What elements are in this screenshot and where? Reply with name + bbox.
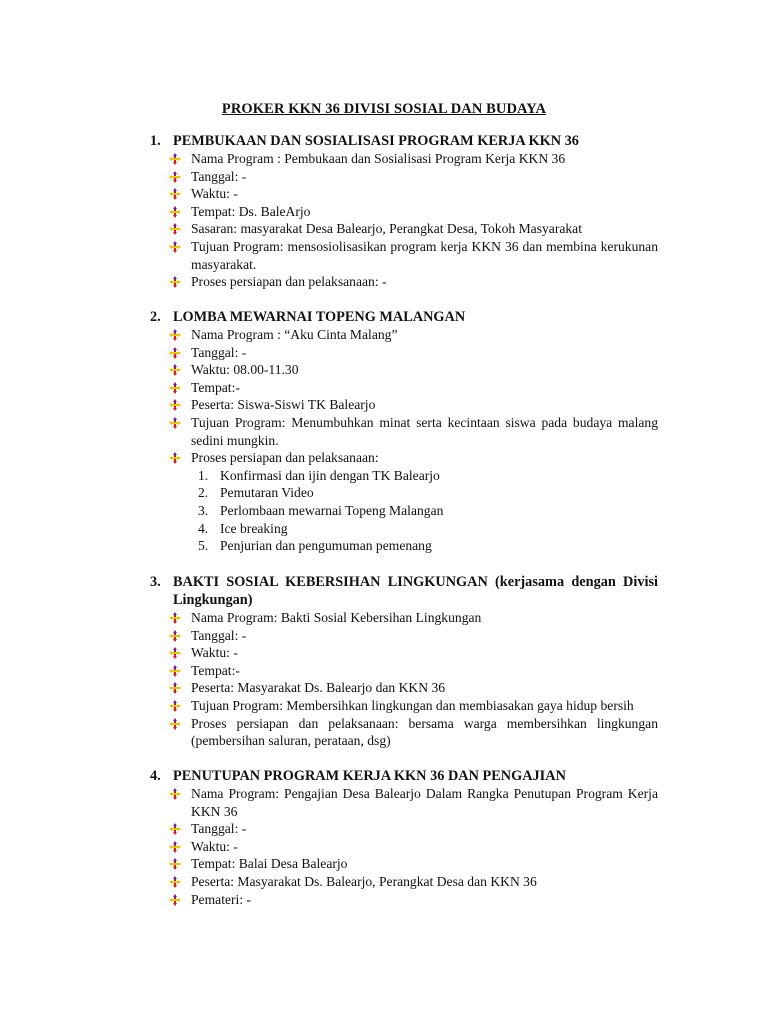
list-item: [166, 344, 658, 362]
list-item-text: Tujuan Program: mensosiolisasikan program kerja KKN 36 dan membina kerukunan masyarakat.: [191, 238, 658, 272]
list-item: [166, 820, 658, 838]
section-heading: [150, 308, 658, 326]
arrow-bullet-icon: [166, 662, 191, 680]
sublist-text: Konfirmasi dan ijin dengan TK Balearjo: [220, 467, 440, 483]
arrow-bullet-icon: [166, 644, 191, 662]
list-item: [166, 715, 658, 750]
section-title: PEMBUKAAN DAN SOSIALISASI PROGRAM KERJA KKN 36: [173, 133, 579, 149]
list-item-text: Waktu: -: [191, 186, 238, 202]
list-item: [166, 326, 658, 344]
arrow-bullet-icon: [166, 627, 191, 645]
arrow-bullet-icon: [166, 891, 191, 909]
sublist-item: [198, 484, 658, 502]
list-item: [166, 662, 658, 680]
section-title: PENUTUPAN PROGRAM KERJA KKN 36 DAN PENGAJIAN: [173, 768, 566, 784]
sublist-number: 2.: [198, 485, 209, 501]
section-number: 4.: [150, 768, 161, 784]
arrow-bullet-icon: [166, 715, 191, 733]
list-item-text: Tempat: Ds. BaleArjo: [191, 203, 311, 219]
list-item: [166, 414, 658, 449]
arrow-bullet-icon: [166, 609, 191, 627]
list-item-text: Tanggal: -: [191, 168, 247, 184]
list-item: [166, 220, 658, 238]
page-title: PROKER KKN 36 DIVISI SOSIAL DAN BUDAYA: [221, 101, 547, 117]
list-item-text: Sasaran: masyarakat Desa Balearjo, Perangkat Desa, Tokoh Masyarakat: [191, 221, 582, 237]
section-title: LOMBA MEWARNAI TOPENG MALANGAN: [173, 309, 466, 325]
section-title: BAKTI SOSIAL KEBERSIHAN LINGKUNGAN (kerjasama dengan Divisi Lingkungan): [173, 574, 658, 608]
bullet-list: [150, 150, 658, 291]
arrow-bullet-icon: [166, 785, 191, 803]
arrow-bullet-icon: [166, 697, 191, 715]
list-item-text: Tujuan Program: Menumbuhkan minat serta kecintaan siswa pada budaya malang sedini mungkin.: [191, 414, 658, 448]
list-item: [166, 644, 658, 662]
list-item: [166, 361, 658, 379]
arrow-bullet-icon: [166, 838, 191, 856]
list-item-text: Nama Program : Pembukaan dan Sosialisasi Program Kerja KKN 36: [191, 151, 566, 166]
list-item-text: Tanggal: -: [191, 821, 247, 837]
sublist-number: 4.: [198, 520, 209, 536]
arrow-bullet-icon: [166, 220, 191, 238]
sublist-text: Pemutaran Video: [220, 485, 314, 501]
list-item: [166, 150, 658, 168]
sublist-text: Penjurian dan pengumuman pemenang: [220, 538, 432, 554]
section-number: 1.: [150, 133, 161, 149]
list-item: [166, 697, 658, 715]
arrow-bullet-icon: [166, 273, 191, 291]
list-item-text: Tempat:-: [191, 662, 240, 678]
list-item: [166, 609, 658, 627]
list-item-text: Peserta: Siswa-Siswi TK Balearjo: [191, 397, 376, 413]
section-number: 3.: [150, 574, 161, 590]
bullet-list: [150, 326, 658, 467]
section-heading: [150, 132, 658, 150]
list-item: [166, 273, 658, 291]
list-item: [166, 891, 658, 909]
list-item-text: Nama Program: Pengajian Desa Balearjo Dalam Rangka Penutupan Program Kerja KKN 36: [191, 786, 658, 819]
section-2: [150, 308, 658, 555]
list-item: [166, 379, 658, 397]
list-item-text: Proses persiapan dan pelaksanaan:: [191, 450, 379, 466]
arrow-bullet-icon: [166, 414, 191, 432]
list-item: [166, 396, 658, 414]
arrow-bullet-icon: [166, 326, 191, 344]
list-item: [166, 238, 658, 273]
list-item-text: Tempat: Balai Desa Balearjo: [191, 856, 348, 872]
list-item-text: Peserta: Masyarakat Ds. Balearjo dan KKN 36: [191, 680, 446, 696]
arrow-bullet-icon: [166, 203, 191, 221]
list-item-text: Peserta: Masyarakat Ds. Balearjo, Perangkat Desa dan KKN 36: [191, 873, 537, 889]
list-item-text: Tanggal: -: [191, 627, 247, 643]
list-item: [166, 785, 658, 820]
arrow-bullet-icon: [166, 238, 191, 256]
list-item: [166, 679, 658, 697]
sublist-text: Ice breaking: [220, 520, 288, 536]
bullet-list: [150, 785, 658, 908]
section-number: 2.: [150, 309, 161, 325]
list-item-text: Tempat:-: [191, 379, 240, 395]
list-item-text: Waktu: -: [191, 645, 238, 661]
section-heading: [150, 573, 658, 609]
sublist-number: 1.: [198, 467, 209, 483]
sublist-number: 5.: [198, 538, 209, 554]
section-heading: [150, 767, 658, 785]
list-item: [166, 627, 658, 645]
list-item: [166, 873, 658, 891]
sublist-item: [198, 520, 658, 538]
arrow-bullet-icon: [166, 855, 191, 873]
list-item-text: Waktu: -: [191, 838, 238, 854]
list-item-text: Nama Program: Bakti Sosial Kebersihan Lingkungan: [191, 610, 482, 625]
sublist-item: [198, 537, 658, 555]
arrow-bullet-icon: [166, 449, 191, 467]
list-item: [166, 838, 658, 856]
sublist-number: 3.: [198, 502, 209, 518]
list-item-text: Pemateri: -: [191, 891, 252, 907]
arrow-bullet-icon: [166, 344, 191, 362]
sublist-item: [198, 467, 658, 485]
arrow-bullet-icon: [166, 150, 191, 168]
section-4: [150, 767, 658, 908]
numbered-sublist: [150, 467, 658, 555]
arrow-bullet-icon: [166, 379, 191, 397]
sublist-text: Perlombaan mewarnai Topeng Malangan: [220, 502, 444, 518]
arrow-bullet-icon: [166, 396, 191, 414]
arrow-bullet-icon: [166, 873, 191, 891]
arrow-bullet-icon: [166, 820, 191, 838]
list-item-text: Waktu: 08.00-11.30: [191, 362, 299, 378]
arrow-bullet-icon: [166, 168, 191, 186]
bullet-list: [150, 609, 658, 750]
section-3: [150, 573, 658, 750]
list-item: [166, 449, 658, 467]
list-item: [166, 203, 658, 221]
sublist-item: [198, 502, 658, 520]
list-item: [166, 855, 658, 873]
list-item: [166, 168, 658, 186]
list-item: [166, 185, 658, 203]
list-item-text: Nama Program : “Aku Cinta Malang”: [191, 327, 398, 342]
arrow-bullet-icon: [166, 679, 191, 697]
list-item-text: Tujuan Program: Membersihkan lingkungan dan membiasakan gaya hidup bersih: [191, 697, 634, 713]
list-item-text: Proses persiapan dan pelaksanaan: -: [191, 274, 387, 290]
list-item-text: Tanggal: -: [191, 344, 247, 360]
section-1: [150, 132, 658, 291]
arrow-bullet-icon: [166, 185, 191, 203]
list-item-text: Proses persiapan dan pelaksanaan: bersama warga membersihkan lingkungan (pembersihan saluran, perataan, dsg): [191, 715, 658, 749]
arrow-bullet-icon: [166, 361, 191, 379]
